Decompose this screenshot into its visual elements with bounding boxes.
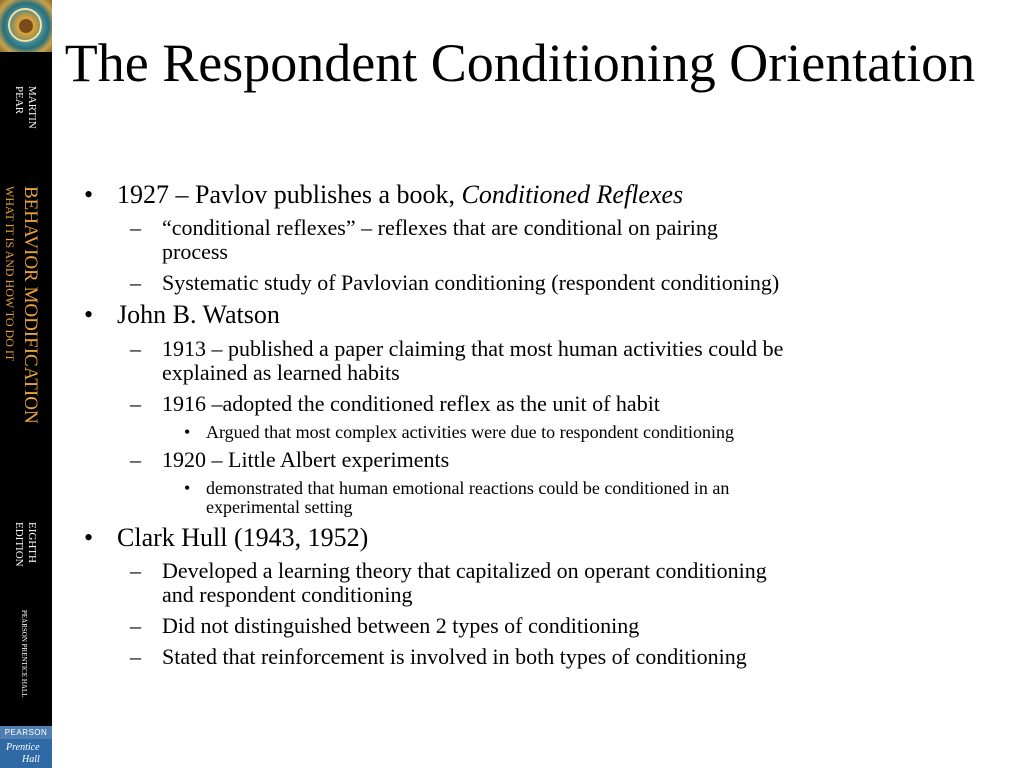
sub-sub-item-2-3-1-continued: experimental setting — [206, 497, 353, 517]
prentice-hall-logo-line-2: Hall — [22, 754, 40, 765]
sub-item-text: 1920 – Little Albert experiments — [162, 447, 450, 472]
bullet-marker: • — [84, 300, 94, 329]
dash-marker: – — [130, 215, 141, 240]
dash-marker: – — [130, 558, 141, 583]
sub-item-1-1-continued: process — [162, 239, 228, 264]
dash-marker: – — [130, 391, 141, 416]
dash-marker: – — [130, 270, 141, 295]
dash-marker: – — [130, 336, 141, 361]
spine-author-1: MARTIN — [26, 86, 38, 129]
spine-edition-line-2: EDITION — [13, 522, 25, 567]
book-title-italic: Conditioned Reflexes — [461, 180, 684, 209]
spine-book-title: BEHAVIOR MODIFICATION — [20, 186, 41, 424]
pearson-logo-bar: PEARSON — [0, 726, 52, 739]
sub-item-2-1-continued: explained as learned habits — [162, 360, 400, 385]
bullet-marker: • — [184, 478, 191, 498]
sub-item-text: Did not distinguished between 2 types of conditioning — [162, 613, 640, 638]
sub-item-text: Stated that reinforcement is involved in both types of conditioning — [162, 644, 747, 669]
sub-item-text: 1913 – published a paper claiming that most human activities could be — [162, 336, 784, 361]
sub-item-text: Developed a learning theory that capitalized on operant conditioning — [162, 558, 767, 583]
bullet-text: John B. Watson — [117, 300, 280, 329]
sub-item-3-1-continued: and respondent conditioning — [162, 582, 413, 607]
bullet-text-regular: 1927 – Pavlov publishes a book, — [117, 180, 462, 209]
slide-title: The Respondent Conditioning Orientation — [64, 33, 976, 93]
spine-edition-line-1: EIGHTH — [26, 522, 38, 563]
sub-item-text: Systematic study of Pavlovian conditioning (respondent conditioning) — [162, 270, 780, 295]
bullet-marker: • — [184, 422, 191, 442]
sub-item-text: 1916 –adopted the conditioned reflex as the unit of habit — [162, 391, 660, 416]
spine-author-2: PEAR — [13, 86, 25, 115]
dash-marker: – — [130, 644, 141, 669]
prentice-hall-logo-line-1: Prentice — [6, 742, 40, 753]
bullet-marker: • — [84, 180, 94, 209]
sub-item-text: “conditional reflexes” – reflexes that are conditional on pairing — [162, 215, 718, 240]
dash-marker: – — [130, 613, 141, 638]
spine-publisher: PEARSON PRENTICE HALL — [20, 610, 28, 698]
bullet-marker: • — [84, 523, 94, 552]
dash-marker: – — [130, 447, 141, 472]
sub-sub-item-text: Argued that most complex activities were due to respondent conditioning — [206, 422, 735, 442]
bullet-text — [117, 180, 683, 210]
sub-sub-item-text: demonstrated that human emotional reactions could be conditioned in an — [206, 478, 730, 498]
bullet-text: Clark Hull (1943, 1952) — [117, 523, 369, 552]
spine-book-subtitle: WHAT IT IS AND HOW TO DO IT — [3, 186, 17, 362]
